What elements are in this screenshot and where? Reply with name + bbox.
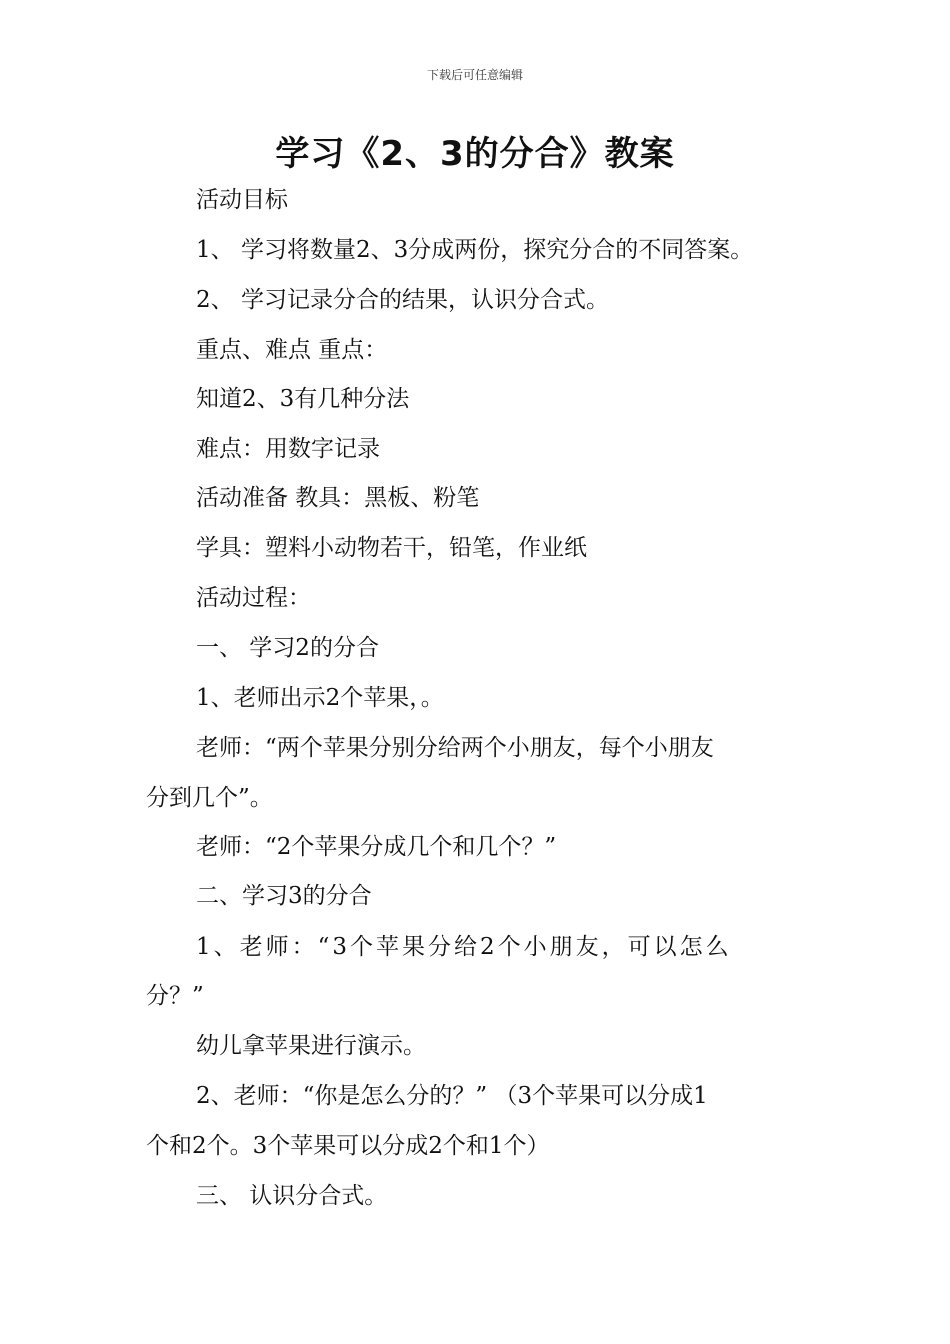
key-points-heading: 重点、难点 重点： xyxy=(196,337,388,363)
part-two-step-2-continued: 个和2个。3个苹果可以分成2个和1个） xyxy=(146,1133,550,1159)
preparation-text: 活动准备 教具：黑板、粉笔 xyxy=(196,485,480,511)
part-one-teacher-question-1: 老师：“两个苹果分别分给两个小朋友，每个小朋友 xyxy=(196,735,714,761)
part-two-step-1-continued: 分？” xyxy=(146,983,204,1009)
part-three-heading: 三、 认识分合式。 xyxy=(196,1183,388,1209)
goal-heading: 活动目标 xyxy=(196,187,288,213)
document-title: 学习《2、3的分合》教案 xyxy=(275,134,675,174)
goal-item-1: 1、 学习将数量2、3分成两份，探究分合的不同答案。 xyxy=(196,237,754,263)
part-one-step-1: 1、老师出示2个苹果，。 xyxy=(196,685,444,711)
part-two-heading: 二、学习3的分合 xyxy=(196,883,372,909)
student-tools-text: 学具：塑料小动物若干，铅笔，作业纸 xyxy=(196,535,587,561)
part-one-heading: 一、 学习2的分合 xyxy=(196,635,379,661)
part-two-step-2: 2、老师：“你是怎么分的？” （3个苹果可以分成1 xyxy=(196,1083,708,1109)
goal-item-2: 2、 学习记录分合的结果，认识分合式。 xyxy=(196,287,609,313)
difficulty-text: 难点：用数字记录 xyxy=(196,436,380,462)
part-one-teacher-question-1-continued: 分到几个”。 xyxy=(146,785,273,811)
part-two-step-1: 1、老师：“3个苹果分给2个小朋友，可以怎么 xyxy=(196,934,732,960)
key-point-text: 知道2、3有几种分法 xyxy=(196,386,410,412)
process-heading: 活动过程： xyxy=(196,585,311,611)
header-note: 下载后可任意编辑 xyxy=(426,68,523,82)
part-one-teacher-question-2: 老师：“2个苹果分成几个和几个？” xyxy=(196,834,557,860)
part-two-demo-text: 幼儿拿苹果进行演示。 xyxy=(196,1033,426,1059)
